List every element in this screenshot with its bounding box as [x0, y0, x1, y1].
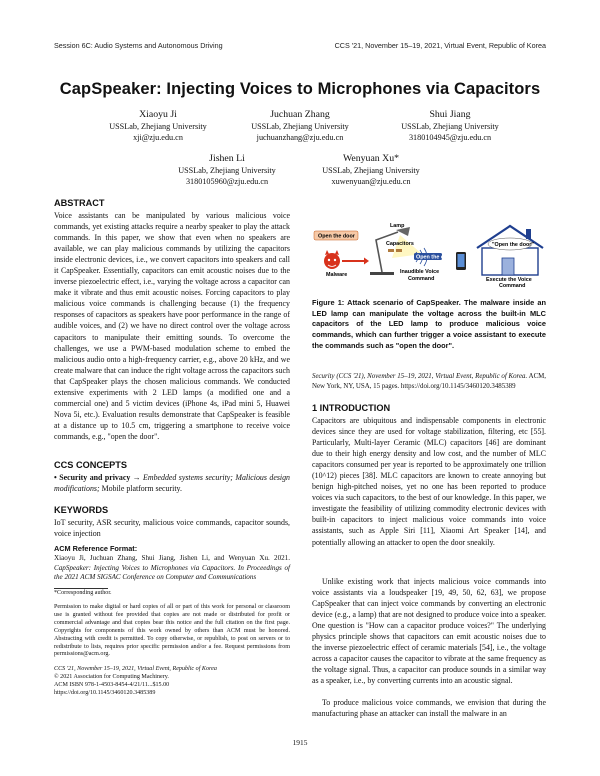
footnote: *Corresponding author.: [54, 590, 112, 596]
figure-caption-rest: The malware inside an LED lamp can manipulate the voltage across the built-in MLC capacitors of the LED lamp to produce malicious voice commands, which can further trigger a voice assistant to execute the commands such as "open the door".: [312, 298, 546, 350]
acm-ref-text: [54, 554, 290, 583]
intro-paragraph-1: Capacitors are ubiquitous and indispensable components in electronic devices since they are used for voltage stabilization, filtering, etc [55]. Particularly, Multi-layer Ceramic (MLC) capacitors [46] are dominant due to their high energy density and low cost, and the number of MLC capacitors consumed per year is reported to be approximately one trillion (10^12) pieces [38]. MLC capacitors are known to create annoying but benign high-pitched noises, yet no one has been reported to produce voices via such capacitors, to the best of our knowledge. In this paper, we investigate the feasibility of utilizing commodity electronic devices with built-in capacitors to inject malicious voice commands into voice assistants, such as Apple Siri [11], Xiaomi Art Speaker [14], and potentially allowing an attacker to open the door sneakily.: [312, 416, 546, 547]
fig-label-open-door-left: Open the door: [318, 233, 355, 240]
house-door-icon: [502, 258, 514, 275]
fig-label-open-door-quoted: "Open the door": [492, 242, 534, 248]
doi-link[interactable]: https://doi.org/10.1145/3460120.3485389: [54, 690, 156, 696]
author-block: [286, 153, 456, 188]
ccs-concepts-text: [54, 472, 290, 494]
phone-screen-icon: [458, 254, 465, 267]
author-name: Shui Jiang: [429, 109, 471, 120]
ccs-italic: Embedded systems security; Malicious design modifications;: [54, 473, 290, 494]
acm-ref-italic: CapSpeaker: Injecting Voices to Microphones via Capacitors. In Proceedings of the 2021 ACM SIGSAC Conference on Computer and Communications: [54, 563, 290, 582]
fig-label-lamp: Lamp: [390, 223, 405, 229]
author-email: xji@zju.edu.cn: [133, 133, 183, 142]
capacitor-icon: [388, 249, 394, 252]
isbn: ACM ISBN 978-1-4503-8454-4/21/11...$15.00: [54, 682, 170, 688]
lamp-base-icon: [370, 272, 394, 275]
fig-label-command: Command: [408, 276, 435, 282]
author-block: [365, 109, 535, 144]
ccs-arrow: →: [132, 473, 141, 482]
ccs-lead: Security and privacy: [59, 473, 131, 482]
malware-eye-icon: [328, 259, 330, 261]
ccs-rest: Mobile platform security.: [101, 484, 182, 494]
venue-rest: ACM, New York, NY, USA, 15 pages. https://doi.org/10.1145/3460120.3485389: [312, 373, 547, 390]
venue-reference: [312, 372, 546, 391]
abstract-heading: ABSTRACT: [54, 198, 105, 208]
author-email: 3180105960@zju.edu.cn: [185, 177, 269, 186]
permission-venue: CCS '21, November 15–19, 2021, Virtual Event, Republic of Korea: [54, 666, 217, 672]
malware-eye-icon: [334, 259, 336, 261]
house-chimney-icon: [526, 229, 531, 239]
fig-label-command-2: Command: [499, 283, 526, 288]
author-affiliation: USSLab, Zhejiang University: [401, 121, 499, 131]
arrow-head-icon: [364, 258, 369, 265]
intro-heading: 1 INTRODUCTION: [312, 403, 391, 413]
fig-label-inaudible: Inaudible Voice: [400, 269, 440, 275]
intro-paragraph-3: To produce malicious voice commands, we envision that during the manufacturing phase an attacker can install the malware in an: [312, 698, 546, 719]
author-email: 3180104945@zju.edu.cn: [408, 133, 492, 142]
keywords-heading: KEYWORDS: [54, 505, 109, 515]
acm-ref-heading: ACM Reference Format:: [54, 544, 138, 553]
fig-label-execute: Execute the Voice: [486, 277, 532, 283]
capacitor-icon: [396, 249, 402, 252]
author-affiliation: USSLab, Zhejiang University: [109, 121, 207, 131]
footnote-rule: [54, 588, 108, 589]
author-affiliation: USSLab, Zhejiang University: [251, 121, 349, 131]
fig-label-capacitors: Capacitors: [386, 241, 414, 247]
permission-notice: Permission to make digital or hard copies of all or part of this work for personal or classroom use is granted without fee provided that copies are not made or distributed for profit or commercial advantage and that copies bear this notice and the full citation on the first page. Copyrights for components of this work owned by others than ACM must be honored. Abstracting with credit is permitted. To copy otherwise, or republish, to post on servers or to redistribute to lists, requires prior specific permission and/or a fee. Request permissions from permissions@acm.org.: [54, 604, 290, 658]
attack-scenario-figure: [312, 218, 546, 288]
ccs-bullet: •: [54, 473, 57, 482]
copyright: © 2021 Association for Computing Machinery.: [54, 674, 169, 680]
author-affiliation: USSLab, Zhejiang University: [322, 165, 420, 175]
ccs-concepts-heading: CCS CONCEPTS: [54, 460, 127, 470]
author-email: xuwenyuan@zju.edu.cn: [331, 177, 411, 186]
author-name: Xiaoyu Ji: [139, 109, 177, 120]
author-email: juchuanzhang@zju.edu.cn: [256, 133, 344, 142]
fig-label-open-door-middle: Open the door: [416, 254, 453, 261]
intro-paragraph-2: Unlike existing work that injects malicious voice commands into voice assistants via a loudspeaker [19, 49, 50, 62, 63], we propose CapSpeaker that can inject voice commands by converting an electronic device (e.g., a lamp) that are not designed to produce voice into a speaker. One question is "How can a capacitor produce voices?" The underlying physics principle shows that capacitors can emit acoustic noises due to the inverse piezoelectric effect of ceramic materials [54], i.e., the voltage across a capacitor causes the capacitor to vibrate at the same frequency as the voltage signal. Thus, a capacitor can produce sounds in a similar way as a speaker, i.e., by converting currents into an acoustic signal.: [312, 577, 546, 686]
author-name: Wenyuan Xu*: [342, 153, 400, 164]
author-affiliation: USSLab, Zhejiang University: [178, 165, 276, 175]
author-name: Juchuan Zhang: [270, 109, 330, 120]
figure-caption-prefix: Figure 1: Attack scenario of CapSpeaker.: [312, 298, 461, 307]
running-header-right: CCS '21, November 15–19, 2021, Virtual Event, Republic of Korea: [334, 41, 546, 50]
venue-italic: Security (CCS '21), November 15–19, 2021, Virtual Event, Republic of Korea.: [312, 373, 528, 380]
author-block: [215, 109, 385, 144]
page-number: 1915: [292, 738, 308, 747]
keywords-text: IoT security, ASR security, malicious voice commands, capacitor sounds, voice injection: [54, 518, 290, 539]
running-header-left: Session 6C: Audio Systems and Autonomous Driving: [54, 41, 223, 50]
acm-ref-line: Xiaoyu Ji, Juchuan Zhang, Shui Jiang, Jishen Li, and Wenyuan Xu. 2021.: [54, 554, 290, 562]
paper-title: CapSpeaker: Injecting Voices to Microphones via Capacitors: [59, 80, 541, 98]
fig-label-malware: Malware: [326, 272, 348, 278]
abstract-text: Voice assistants can be manipulated by various malicious voice commands, yet existing attacks require a nearby speaker to play the attack commands. In this paper, we show that even when no speakers are available, we can play malicious commands by utilizing the capacitors inside electronic devices, i.e., we convert capacitors into speakers and call it CapSpeaker. Essentially, capacitors can emit acoustic noises due to the inverse piezoelectric effect, i.e., varying the voltage across a capacitor can make it vibrate and thus emit acoustic noises. Forcing capacitors to play malicious voice commands is challenging because (1) the frequency responses of capacitors as speakers have poor performance in the range of audible voices, and (2) we have no direct control over the voltage across capacitors to manipulate their emitting sounds. To overcome the challenges, we use a PWM-based modulation scheme to embed the malicious audio onto a high-frequency carrier, e.g., above 20 kHz, and we create malware that can induce the right voltage across the capacitors such that CapSpeaker plays the chosen malicious commands. We conducted extensive experiments with 2 LED lamps (a modified one and a commercial one) and 5 victim devices (iPhone 4s, iPad mini 5, Huawei Nova 5i, etc.). Evaluation results demonstrate that CapSpeaker is feasible at a distance up to 10.5 cm, triggering a smartphone to receive voice commands, e.g., "open the door".: [54, 211, 290, 441]
figure-caption: [312, 298, 546, 352]
author-name: Jishen Li: [209, 153, 245, 164]
